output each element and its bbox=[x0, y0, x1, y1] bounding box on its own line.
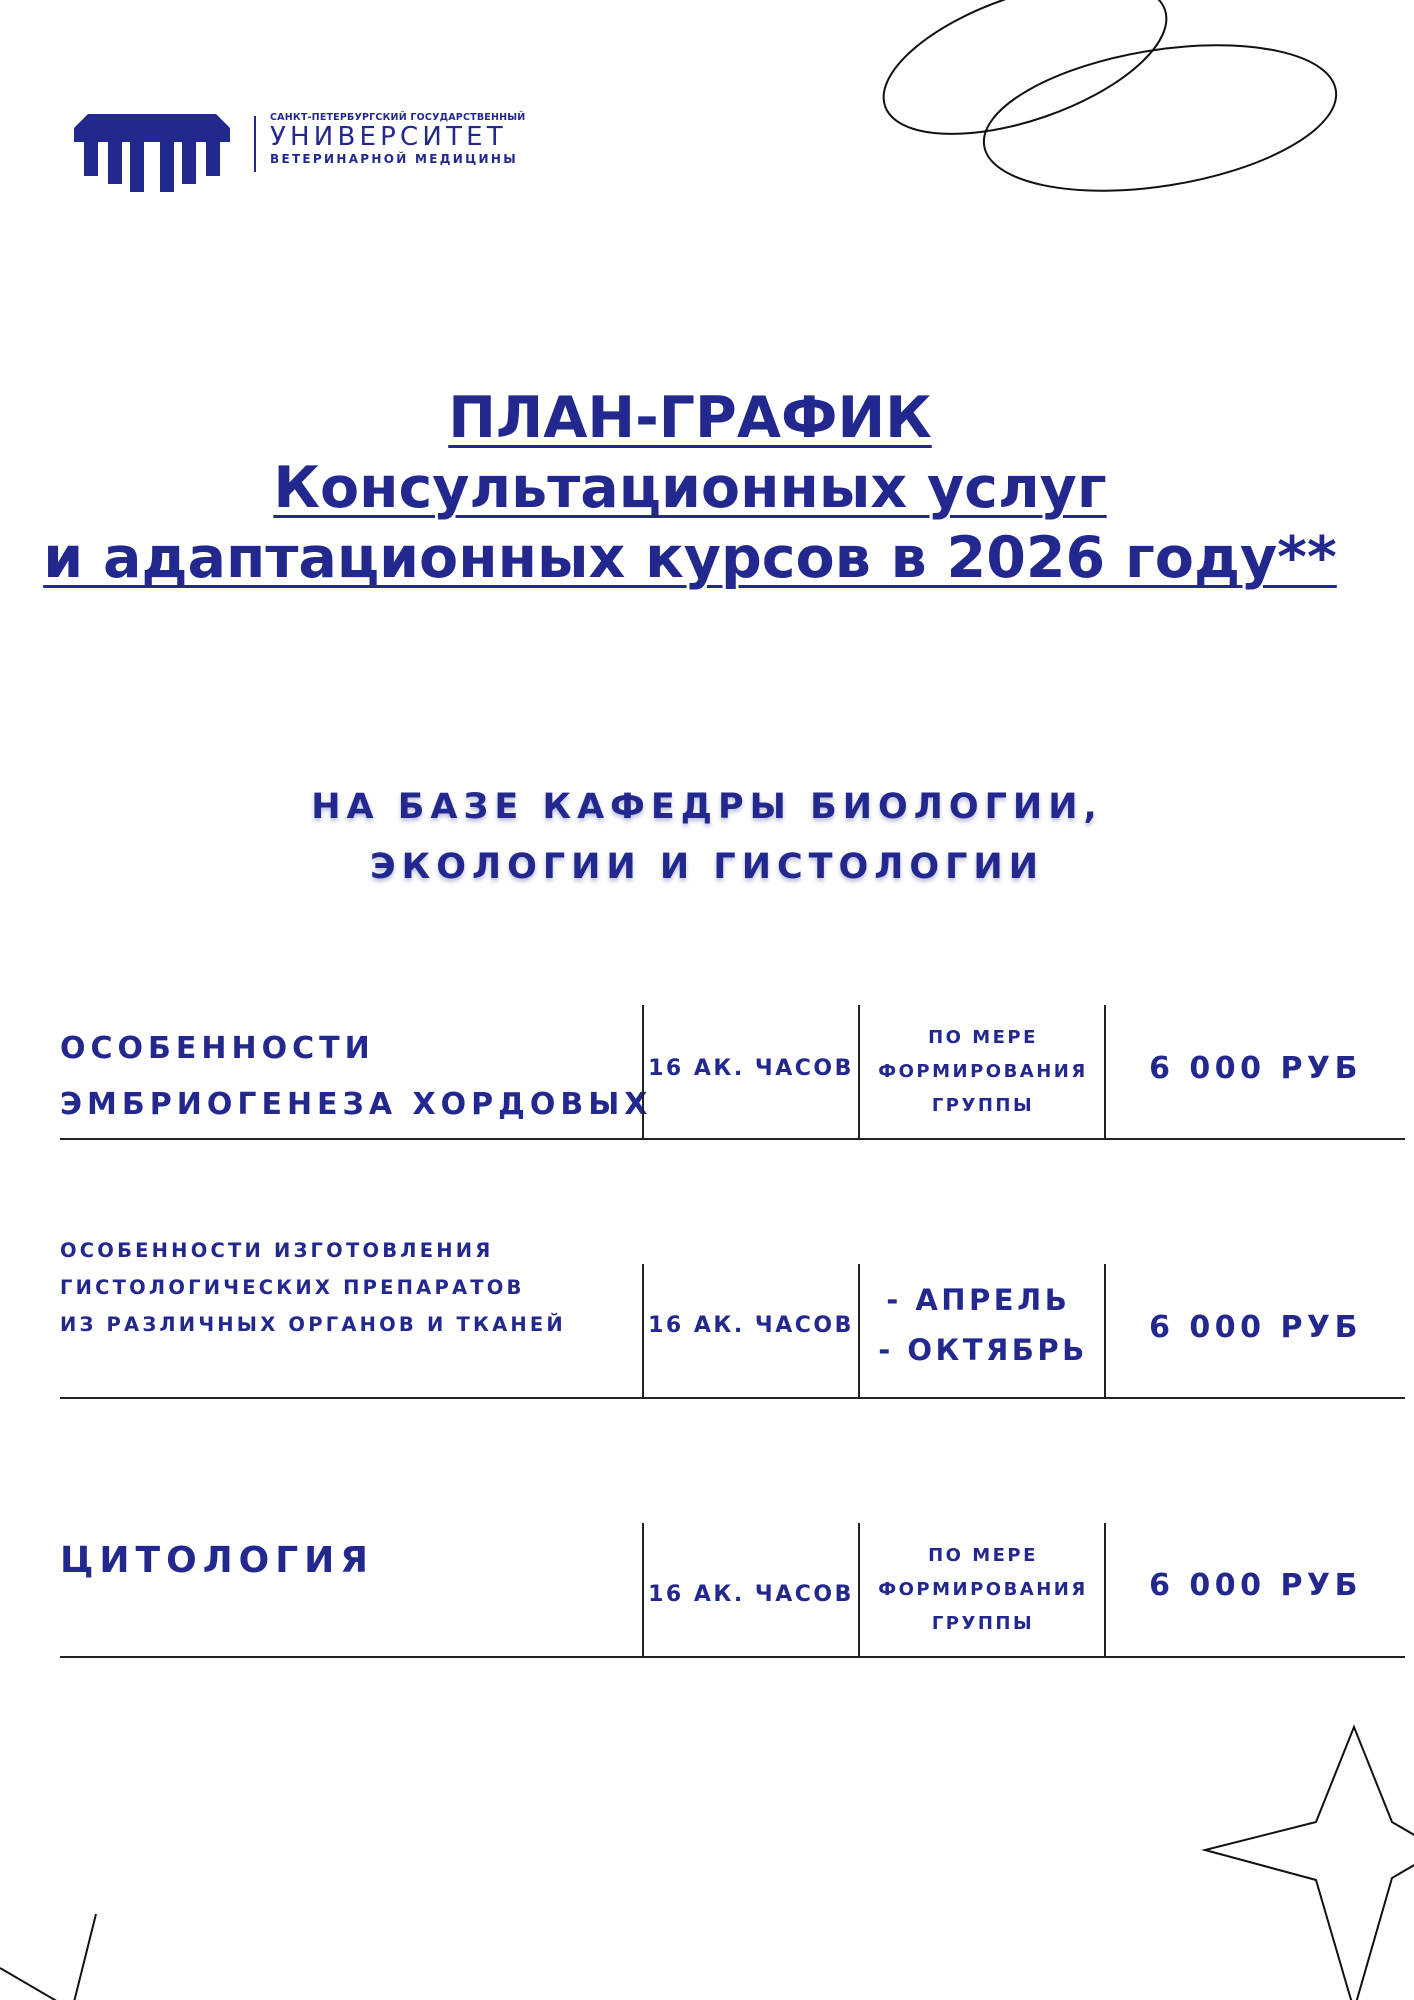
schedule-line: ГРУППЫ bbox=[931, 1094, 1035, 1116]
schedule-line: ФОРМИРОВАНИЯ bbox=[878, 1060, 1088, 1082]
course-row bbox=[60, 1239, 1405, 1399]
course-schedule bbox=[862, 1264, 1104, 1397]
course-name bbox=[60, 1005, 653, 1154]
schedule-line: ПО МЕРЕ bbox=[928, 1544, 1038, 1566]
course-price: 6 000 РУБ bbox=[1104, 1523, 1405, 1656]
schedule-line: ФОРМИРОВАНИЯ bbox=[878, 1578, 1088, 1600]
logo-divider bbox=[254, 116, 256, 172]
subtitle-line-1: НА БАЗЕ КАФЕДРЫ БИОЛОГИИ, bbox=[311, 787, 1103, 827]
course-hours: 16 АК. ЧАСОВ bbox=[642, 1264, 860, 1397]
logo-line-1: САНКТ-ПЕТЕРБУРГСКИЙ ГОСУДАРСТВЕННЫЙ bbox=[270, 112, 526, 123]
schedule-line: - АПРЕЛЬ bbox=[886, 1282, 1071, 1317]
course-name-line: ОСОБЕННОСТИ ИЗГОТОВЛЕНИЯ bbox=[60, 1239, 494, 1262]
course-name-line: ГИСТОЛОГИЧЕСКИХ ПРЕПАРАТОВ bbox=[60, 1276, 525, 1299]
course-hours: 16 АК. ЧАСОВ bbox=[642, 1523, 860, 1656]
course-schedule bbox=[862, 1005, 1104, 1138]
schedule-line: ПО МЕРЕ bbox=[928, 1026, 1038, 1048]
title-line-2: Консультационных услуг bbox=[273, 455, 1107, 521]
schedule-line: ГРУППЫ bbox=[931, 1612, 1035, 1634]
schedule-line: - ОКТЯБРЬ bbox=[878, 1332, 1088, 1367]
title-line-1: ПЛАН-ГРАФИК bbox=[448, 385, 932, 451]
logo-line-2: УНИВЕРСИТЕТ bbox=[270, 122, 507, 152]
course-row bbox=[60, 1523, 1405, 1658]
course-schedule bbox=[862, 1523, 1104, 1656]
university-building-logo-icon bbox=[74, 108, 230, 192]
logo-text bbox=[270, 112, 525, 166]
course-row bbox=[60, 1005, 1405, 1140]
decorative-triangle-outline bbox=[0, 1914, 96, 2000]
course-name-line: ОСОБЕННОСТИ bbox=[60, 1031, 375, 1066]
course-name bbox=[60, 1523, 635, 1666]
title-line-3: и адаптационных курсов в 2026 году** bbox=[43, 525, 1337, 591]
course-name-line: ЦИТОЛОГИЯ bbox=[60, 1540, 374, 1581]
decorative-ellipse-lower bbox=[974, 23, 1347, 213]
course-price: 6 000 РУБ bbox=[1104, 1264, 1405, 1397]
course-name bbox=[60, 1232, 635, 1365]
decorative-star-outline bbox=[1205, 1727, 1414, 2000]
course-name-line: ЭМБРИОГЕНЕЗА ХОРДОВЫХ bbox=[60, 1087, 653, 1122]
subtitle-line-2: ЭКОЛОГИИ И ГИСТОЛОГИИ bbox=[369, 847, 1045, 887]
university-logo bbox=[74, 108, 534, 198]
page-title bbox=[30, 383, 1350, 593]
logo-line-3: ВЕТЕРИНАРНОЙ МЕДИЦИНЫ bbox=[270, 152, 518, 166]
course-hours: 16 АК. ЧАСОВ bbox=[642, 1005, 860, 1138]
course-name-line: ИЗ РАЗЛИЧНЫХ ОРГАНОВ И ТКАНЕЙ bbox=[60, 1313, 566, 1336]
department-subtitle bbox=[0, 777, 1414, 897]
course-price: 6 000 РУБ bbox=[1104, 1005, 1405, 1138]
decorative-ellipse-upper bbox=[865, 0, 1185, 165]
